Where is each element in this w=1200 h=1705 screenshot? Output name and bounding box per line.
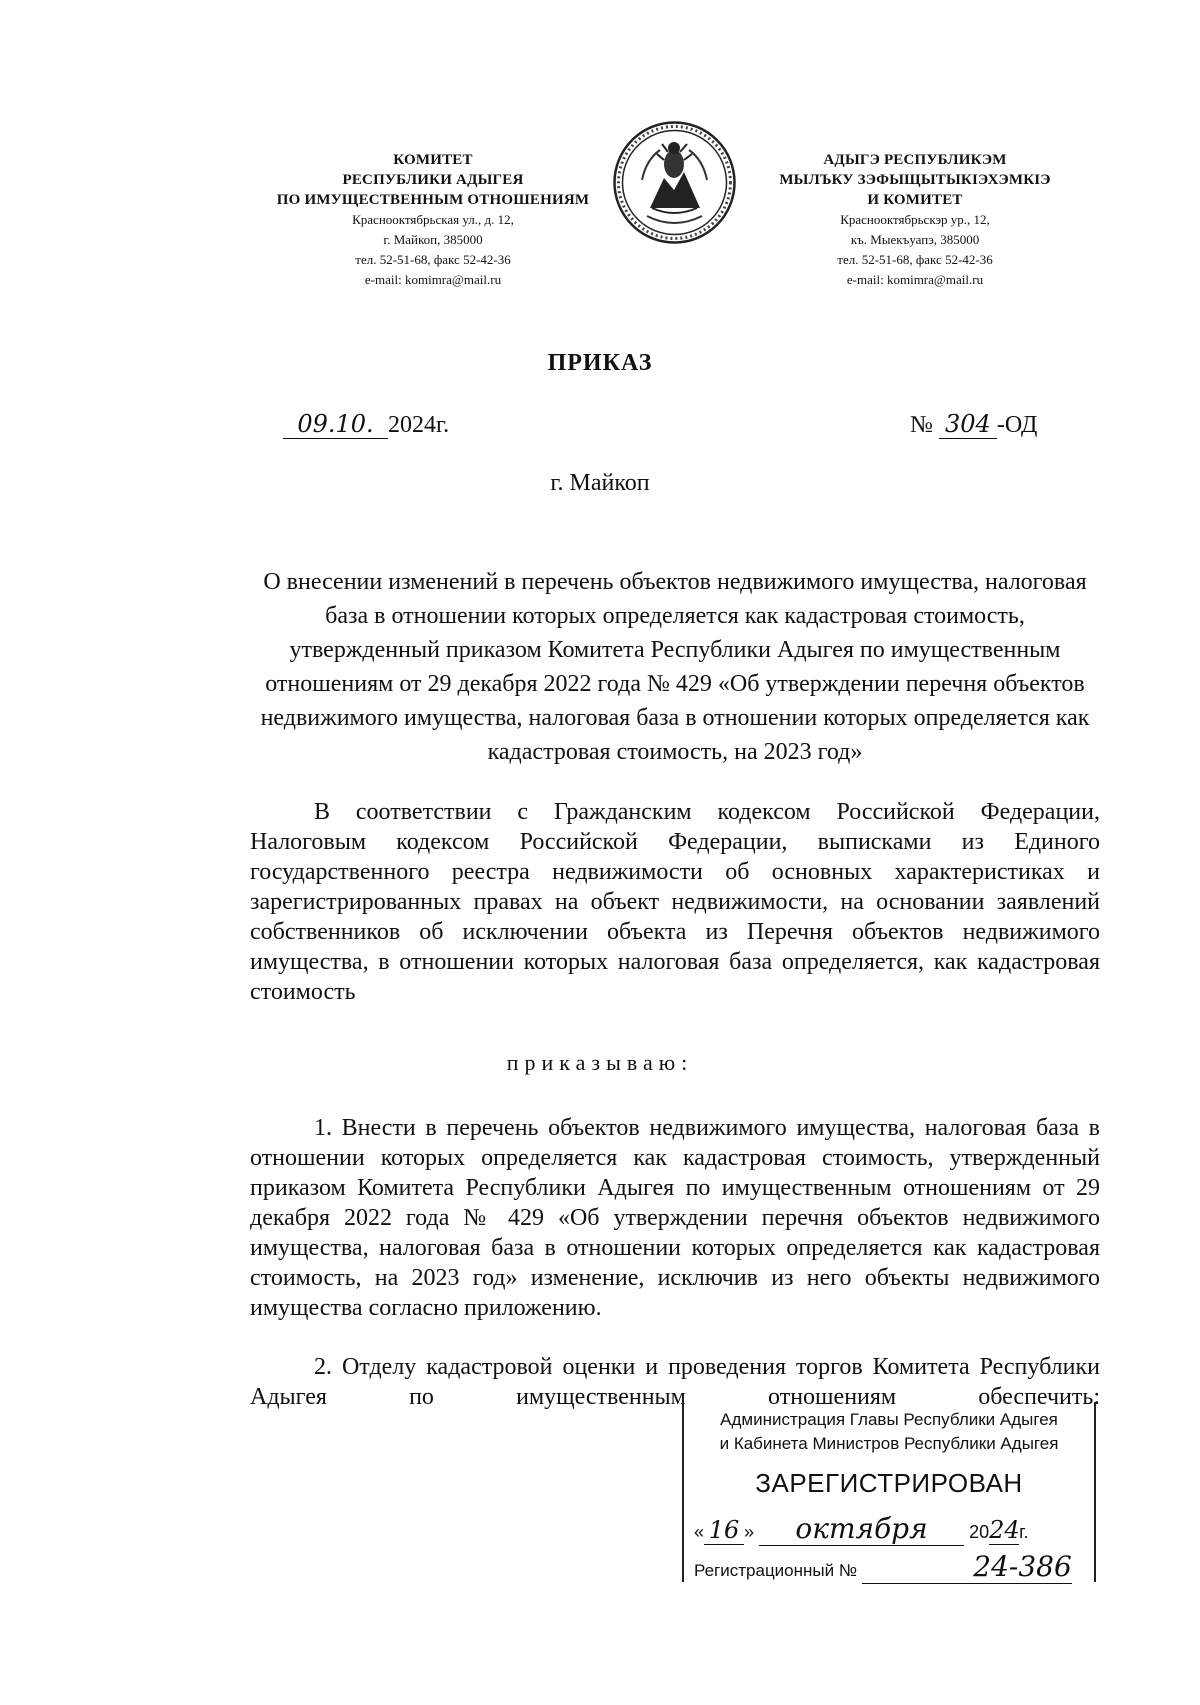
org-name-line: И КОМИТЕТ [867,192,963,208]
org-address: г. Майкоп, 385000 [383,232,483,247]
stamp-year: 24 [989,1516,1020,1544]
order-number [910,410,1037,439]
org-phone: тел. 52-51-68, факс 52-42-36 [355,252,511,267]
org-email: e-mail: komimra@mail.ru [364,272,502,287]
registration-stamp [682,1402,1096,1582]
org-name-line: КОМИТЕТ [393,152,473,168]
order-year: 2024г. [388,412,450,438]
reg-label: Регистрационный № [694,1561,858,1580]
document-title: ПРИКАЗ [547,350,653,376]
stamp-registration [694,1550,1089,1584]
stamp-year-suffix: г. [1019,1522,1029,1542]
handwritten-date: 09.10. [283,410,388,439]
org-phone: тел. 52-51-68, факс 52-42-36 [837,252,993,267]
org-name-line: ПО ИМУЩЕСТВЕННЫМ ОТНОШЕНИЯМ [276,192,590,208]
reg-number: 24-386 [862,1550,1072,1584]
org-name-line: МЫЛЪКУ ЗЭФЫЩЫТЫКIЭХЭМКIЭ [779,172,1051,188]
city: г. Майкоп [550,470,650,496]
org-name-line: РЕСПУБЛИКИ АДЫГЕЯ [342,172,524,188]
org-address: Краснооктябрьская ул., д. 12, [352,212,514,227]
org-address: къ. Мыекъуапэ, 385000 [850,232,980,247]
stamp-org-line: и Кабинета Министров Республики Адыгея [719,1434,1059,1453]
header-right-block [750,150,1080,290]
stamp-day: 16 [704,1516,744,1545]
order-item-2: 2. Отделу кадастровой оценки и проведения торгов Комитета Республики Адыгея по имущественным отношениям обеспечить: [250,1354,1100,1410]
org-address: Краснооктябрьскэр ур., 12, [840,212,990,227]
stamp-org-line: Администрация Главы Республики Адыгея [720,1410,1058,1429]
stamp-date [694,1512,1089,1546]
quote-open: « [694,1522,705,1542]
preamble-paragraph: В соответствии с Гражданским кодексом Российской Федерации, Налоговым кодексом Российской Федерации, выписками из Единого государственного реестра недвижимости об основных характеристиках и зарегистрированных правах на объект недвижимости, на основании заявлений собственников об исключении объекта из Перечня объектов недвижимого имущества, в отношении которых налоговая база определяется, как кадастровая стоимость [250,799,1100,1005]
order-subject: О внесении изменений в перечень объектов недвижимого имущества, налоговая база в отношении которых определяется как кадастровая стоимость, утвержденный приказом Комитета Республики Адыгея по имущественным отношениям от 29 декабря 2022 года № 429 «Об утверждении перечня объектов недвижимого имущества, налоговая база в отношении которых определяется как кадастровая стоимость, на 2023 год» [260,569,1090,765]
quote-close: » [744,1522,755,1542]
stamp-year-prefix: 20 [969,1522,990,1542]
number-sign: № [910,412,933,438]
org-name-line: АДЫГЭ РЕСПУБЛИКЭМ [823,152,1007,168]
stamp-title: ЗАРЕГИСТРИРОВАН [755,1468,1023,1498]
order-date [283,410,449,439]
order-item-1: 1. Внести в перечень объектов недвижимого имущества, налоговая база в отношении которых определяется как кадастровая стоимость, утвержденный приказом Комитета Республики Адыгея по имущественным отношениям от 29 декабря 2022 года № 429 «Об утверждении перечня объектов недвижимого имущества, налоговая база в отношении которых определяется как кадастровая стоимость, на 2023 год» изменение, исключив из него объекты недвижимого имущества согласно приложению. [250,1115,1100,1321]
coat-of-arms-icon [612,120,737,245]
order-word: приказываю: [506,1050,694,1075]
org-email: e-mail: komimra@mail.ru [846,272,984,287]
number-suffix: -ОД [996,412,1038,438]
stamp-month: октября [759,1512,964,1546]
header-left-block [243,150,623,290]
handwritten-number: 304 [939,410,997,439]
